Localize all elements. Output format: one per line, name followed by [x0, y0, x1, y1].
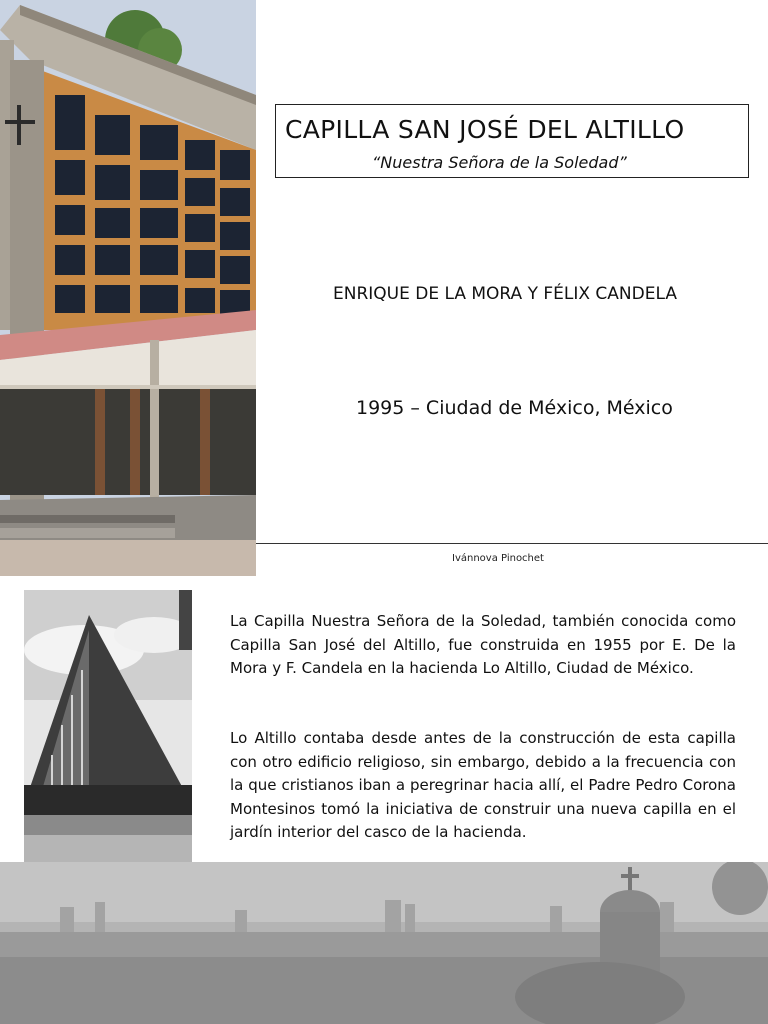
page-title: CAPILLA SAN JOSÉ DEL ALTILLO — [285, 115, 685, 144]
chapel-bw-photo — [24, 590, 192, 862]
paragraph-1: La Capilla Nuestra Señora de la Soledad, también conocida como Capilla San José del Altillo, fue construida en 1955 por E. De la Mora y F. Candela en la hacienda Lo Altillo, Ciudad de México. — [230, 612, 736, 677]
title-box — [275, 104, 749, 178]
page-subtitle: “Nuestra Señora de la Soledad” — [372, 153, 627, 172]
architects-line: ENRIQUE DE LA MORA Y FÉLIX CANDELA — [333, 284, 677, 304]
city-skyline-banner — [0, 862, 768, 1024]
date-place-line: 1995 – Ciudad de México, México — [356, 397, 673, 419]
chapel-facade-photo — [0, 0, 256, 576]
divider — [256, 543, 768, 544]
author-credit: Ivánnova Pinochet — [452, 553, 544, 564]
paragraph-2: Lo Altillo contaba desde antes de la construcción de esta capilla con otro edificio religioso, sin embargo, debido a la frecuencia con la que cristianos iban a peregrinar hacia allí, el Padre Pedro Corona Montesinos tomó la iniciativa de construir una nueva capilla en el jardín interior del casco de la hacienda. — [230, 729, 736, 841]
